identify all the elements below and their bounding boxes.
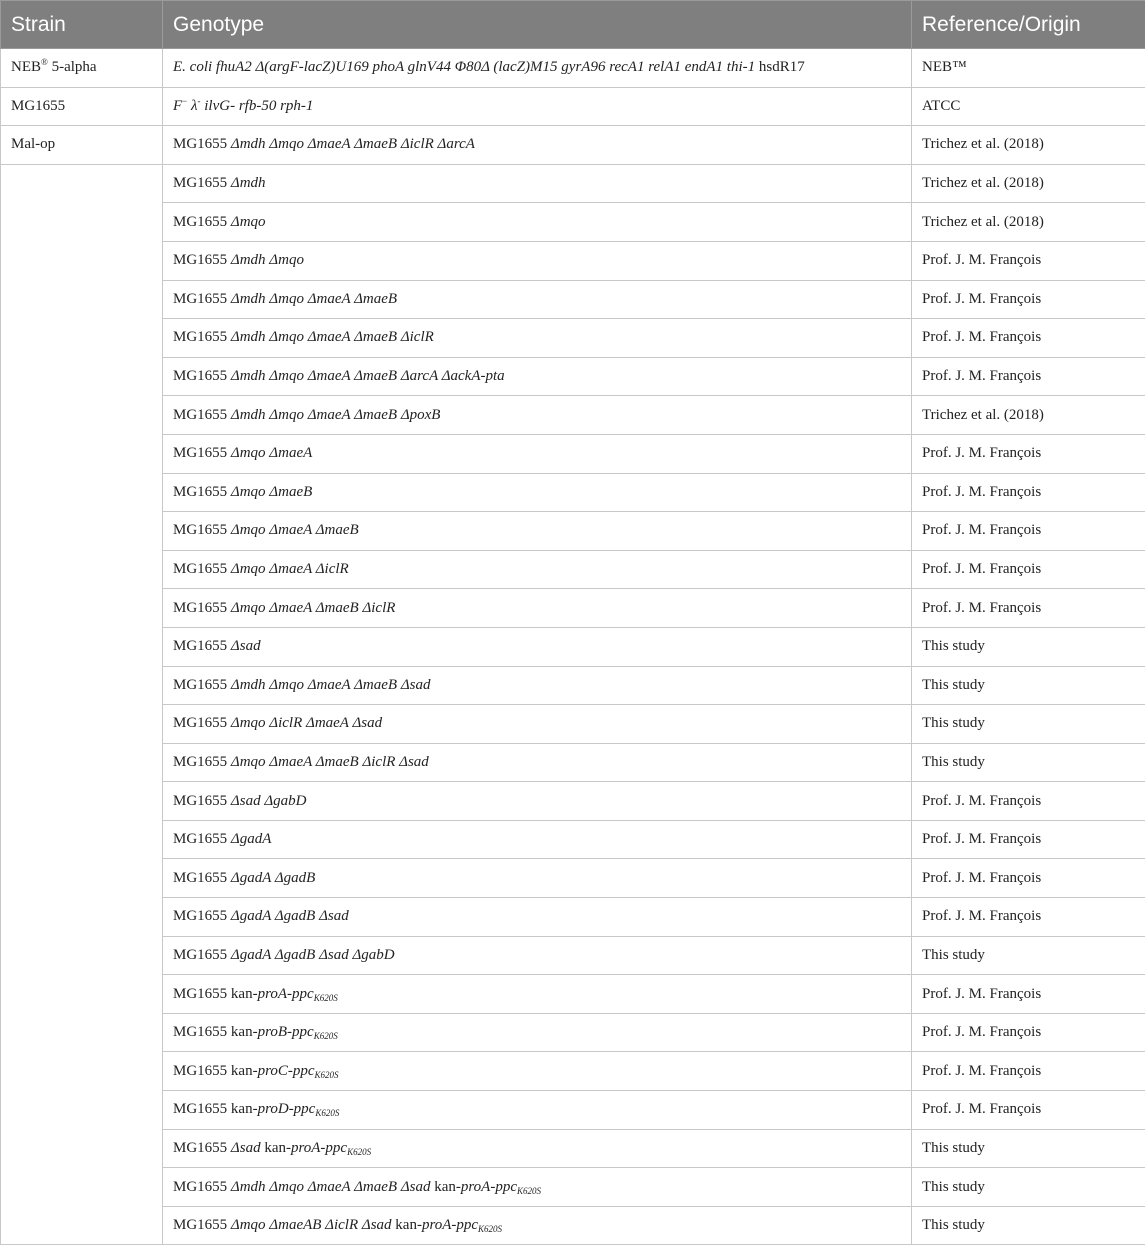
table-row [1, 319, 1145, 358]
strain-cell [1, 49, 163, 88]
genotype-italic: Δmdh Δmqo ΔmaeA ΔmaeB ΔiclR [231, 329, 434, 345]
genotype-italic-2: proA-ppc [422, 1217, 478, 1233]
table-row [1, 87, 1145, 126]
genotype-prefix: MG1655 [173, 445, 231, 461]
table-row [1, 512, 1145, 551]
genotype-cell [163, 936, 912, 975]
genotype-cell [163, 627, 912, 666]
genotype-prefix: MG1655 [173, 947, 231, 963]
table-body [1, 49, 1145, 1245]
genotype-italic: proC-ppc [258, 1063, 315, 1079]
reference-cell: NEB™ [912, 49, 1145, 88]
genotype-prefix: MG1655 [173, 136, 231, 152]
table-row [1, 743, 1145, 782]
genotype-italic: Δmdh Δmqo [231, 252, 304, 268]
genotype-cell [163, 241, 912, 280]
table-row [1, 666, 1145, 705]
genotype-cell [163, 49, 912, 88]
genotype-prefix: MG1655 kan- [173, 1063, 258, 1079]
genotype-suffix: hsdR17 [755, 59, 805, 75]
genotype-middle: kan- [261, 1140, 291, 1156]
genotype-cell [163, 87, 912, 126]
table-row [1, 705, 1145, 744]
genotype-italic: ΔgadA ΔgadB Δsad ΔgabD [231, 947, 395, 963]
reference-cell: Prof. J. M. François [912, 241, 1145, 280]
genotype-italic: ΔgadA ΔgadB [231, 870, 315, 886]
table-row [1, 1168, 1145, 1207]
table-row [1, 1091, 1145, 1130]
table-row [1, 1052, 1145, 1091]
genotype-cell [163, 1168, 912, 1207]
genotype-prefix: MG1655 kan- [173, 986, 258, 1002]
genotype-prefix: MG1655 kan- [173, 1101, 258, 1117]
genotype-subscript: K620S [315, 1070, 339, 1080]
genotype-cell [163, 164, 912, 203]
reference-cell: Prof. J. M. François [912, 357, 1145, 396]
reference-cell: This study [912, 936, 1145, 975]
table-row [1, 357, 1145, 396]
header-reference: Reference/Origin [912, 1, 1145, 49]
reference-cell: Prof. J. M. François [912, 589, 1145, 628]
genotype-cell [163, 512, 912, 551]
reference-cell: Prof. J. M. François [912, 550, 1145, 589]
genotype-prefix: MG1655 [173, 754, 231, 770]
genotype-italic: F [173, 98, 182, 114]
genotype-cell [163, 1052, 912, 1091]
genotype-prefix: MG1655 [173, 638, 231, 654]
reference-cell: Prof. J. M. François [912, 434, 1145, 473]
strain-cell [1, 87, 163, 126]
reference-cell: Prof. J. M. François [912, 975, 1145, 1014]
genotype-subscript: K620S [517, 1186, 541, 1196]
table-row [1, 49, 1145, 88]
genotype-italic: Δmdh Δmqo ΔmaeA ΔmaeB [231, 291, 397, 307]
genotype-cell [163, 589, 912, 628]
genotype-cell [163, 898, 912, 937]
reference-cell: This study [912, 666, 1145, 705]
genotype-italic: Δmqo ΔmaeA ΔiclR [231, 561, 349, 577]
genotype-italic: Δmdh [231, 175, 266, 191]
genotype-prefix: MG1655 [173, 368, 231, 384]
genotype-subscript: K620S [314, 993, 338, 1003]
genotype-prefix: MG1655 [173, 175, 231, 191]
reference-cell: Prof. J. M. François [912, 1052, 1145, 1091]
header-row [1, 1, 1145, 49]
strain-name: Mal-op [11, 136, 55, 152]
genotype-cell [163, 319, 912, 358]
table-row [1, 473, 1145, 512]
genotype-italic: Δmqo [231, 214, 266, 230]
strain-cell [1, 126, 163, 165]
reference-cell: Prof. J. M. François [912, 820, 1145, 859]
genotype-subscript: K620S [347, 1147, 371, 1157]
genotype-cell [163, 203, 912, 242]
header-genotype: Genotype [163, 1, 912, 49]
genotype-cell [163, 473, 912, 512]
genotype-italic: Δmqo ΔmaeA ΔmaeB ΔiclR Δsad [231, 754, 429, 770]
genotype-prefix: MG1655 [173, 252, 231, 268]
reference-cell: Prof. J. M. François [912, 1013, 1145, 1052]
genotype-italic: Δmqo ΔmaeA ΔmaeB ΔiclR [231, 600, 396, 616]
reference-cell: This study [912, 1129, 1145, 1168]
genotype-cell [163, 1013, 912, 1052]
reference-cell: Trichez et al. (2018) [912, 396, 1145, 435]
genotype-cell [163, 1091, 912, 1130]
genotype-prefix: MG1655 [173, 291, 231, 307]
genotype-cell [163, 705, 912, 744]
genotype-superscript: − [182, 96, 187, 106]
reference-cell: ATCC [912, 87, 1145, 126]
genotype-middle: kan- [430, 1179, 460, 1195]
reference-cell: This study [912, 743, 1145, 782]
genotype-prefix: MG1655 [173, 908, 231, 924]
table-row [1, 627, 1145, 666]
genotype-prefix: MG1655 [173, 484, 231, 500]
genotype-cell [163, 357, 912, 396]
genotype-cell [163, 820, 912, 859]
genotype-superscript-2: - [198, 96, 201, 106]
genotype-prefix: MG1655 [173, 1217, 231, 1233]
table-row [1, 859, 1145, 898]
reference-cell: This study [912, 705, 1145, 744]
table-row [1, 203, 1145, 242]
genotype-italic: Δmdh Δmqo ΔmaeA ΔmaeB Δsad [231, 1179, 431, 1195]
strain-name-suffix: 5-alpha [48, 59, 97, 75]
genotype-cell [163, 550, 912, 589]
genotype-cell [163, 975, 912, 1014]
genotype-italic: Δmdh Δmqo ΔmaeA ΔmaeB Δsad [231, 677, 431, 693]
reference-cell: This study [912, 1168, 1145, 1207]
table-row [1, 975, 1145, 1014]
reference-cell: Trichez et al. (2018) [912, 126, 1145, 165]
genotype-italic: Δmqo ΔmaeA ΔmaeB [231, 522, 359, 538]
genotype-subscript: K620S [314, 1031, 338, 1041]
genotype-italic-3: ilvG- rfb-50 rph-1 [201, 98, 314, 114]
genotype-italic: Δmdh Δmqo ΔmaeA ΔmaeB ΔiclR ΔarcA [231, 136, 475, 152]
strain-cell-empty [1, 164, 163, 1245]
genotype-subscript: K620S [315, 1108, 339, 1118]
reference-cell: Prof. J. M. François [912, 280, 1145, 319]
genotype-italic: Δmqo ΔmaeAB ΔiclR Δsad [231, 1217, 392, 1233]
reference-cell: This study [912, 1206, 1145, 1245]
table-row [1, 280, 1145, 319]
reference-cell: Prof. J. M. François [912, 1091, 1145, 1130]
genotype-italic-2: proA-ppc [291, 1140, 347, 1156]
genotype-cell [163, 859, 912, 898]
reference-cell: Prof. J. M. François [912, 473, 1145, 512]
table-row [1, 898, 1145, 937]
genotype-cell [163, 1129, 912, 1168]
genotype-subscript: K620S [478, 1224, 502, 1234]
reference-cell: Prof. J. M. François [912, 319, 1145, 358]
genotype-italic: Δsad [231, 1140, 261, 1156]
table-row [1, 241, 1145, 280]
genotype-italic: Δmdh Δmqo ΔmaeA ΔmaeB ΔarcA ΔackA-pta [231, 368, 505, 384]
genotype-prefix: MG1655 [173, 677, 231, 693]
table-row [1, 1013, 1145, 1052]
genotype-prefix: MG1655 [173, 715, 231, 731]
header-strain: Strain [1, 1, 163, 49]
genotype-cell [163, 396, 912, 435]
genotype-cell [163, 434, 912, 473]
genotype-cell [163, 126, 912, 165]
table-row [1, 589, 1145, 628]
genotype-prefix: MG1655 [173, 831, 231, 847]
table-row [1, 550, 1145, 589]
genotype-italic: Δmqo ΔiclR ΔmaeA Δsad [231, 715, 382, 731]
table-row [1, 164, 1145, 203]
genotype-italic: E. coli fhuA2 Δ(argF-lacZ)U169 phoA glnV44 Φ80Δ (lacZ)M15 gyrA96 recA1 relA1 endA1 thi-1 [173, 59, 755, 75]
genotype-italic: ΔgadA [231, 831, 271, 847]
strain-name: MG1655 [11, 98, 65, 114]
genotype-prefix: MG1655 [173, 407, 231, 423]
table-row [1, 396, 1145, 435]
genotype-italic: Δmqo ΔmaeA [231, 445, 312, 461]
genotype-prefix: MG1655 kan- [173, 1024, 258, 1040]
reference-cell: Prof. J. M. François [912, 512, 1145, 551]
genotype-cell [163, 782, 912, 821]
reference-cell: Prof. J. M. François [912, 782, 1145, 821]
genotype-italic: Δsad ΔgabD [231, 793, 307, 809]
table-row [1, 1206, 1145, 1245]
genotype-italic: proD-ppc [258, 1101, 316, 1117]
genotype-prefix: MG1655 [173, 1140, 231, 1156]
genotype-cell [163, 743, 912, 782]
strain-name: NEB [11, 59, 41, 75]
genotype-prefix: MG1655 [173, 561, 231, 577]
genotype-prefix: MG1655 [173, 214, 231, 230]
genotype-italic: Δmqo ΔmaeB [231, 484, 312, 500]
table-row [1, 820, 1145, 859]
registered-mark: ® [41, 57, 48, 67]
genotype-italic-2: proA-ppc [461, 1179, 517, 1195]
genotype-prefix: MG1655 [173, 522, 231, 538]
genotype-italic: Δsad [231, 638, 261, 654]
table-row [1, 126, 1145, 165]
genotype-prefix: MG1655 [173, 1179, 231, 1195]
reference-cell: This study [912, 627, 1145, 666]
table-row [1, 434, 1145, 473]
genotype-prefix: MG1655 [173, 870, 231, 886]
genotype-middle: kan- [392, 1217, 422, 1233]
reference-cell: Trichez et al. (2018) [912, 203, 1145, 242]
genotype-italic: proB-ppc [258, 1024, 314, 1040]
reference-cell: Prof. J. M. François [912, 898, 1145, 937]
genotype-cell [163, 280, 912, 319]
genotype-prefix: MG1655 [173, 600, 231, 616]
reference-cell: Prof. J. M. François [912, 859, 1145, 898]
genotype-italic: proA-ppc [258, 986, 314, 1002]
genotype-cell [163, 666, 912, 705]
genotype-cell [163, 1206, 912, 1245]
genotype-prefix: MG1655 [173, 793, 231, 809]
table-row [1, 782, 1145, 821]
reference-cell: Trichez et al. (2018) [912, 164, 1145, 203]
genotype-italic: Δmdh Δmqo ΔmaeA ΔmaeB ΔpoxB [231, 407, 441, 423]
genotype-italic-2: λ [187, 98, 197, 114]
table-row [1, 936, 1145, 975]
genotype-italic: ΔgadA ΔgadB Δsad [231, 908, 349, 924]
genotype-prefix: MG1655 [173, 329, 231, 345]
table-row [1, 1129, 1145, 1168]
